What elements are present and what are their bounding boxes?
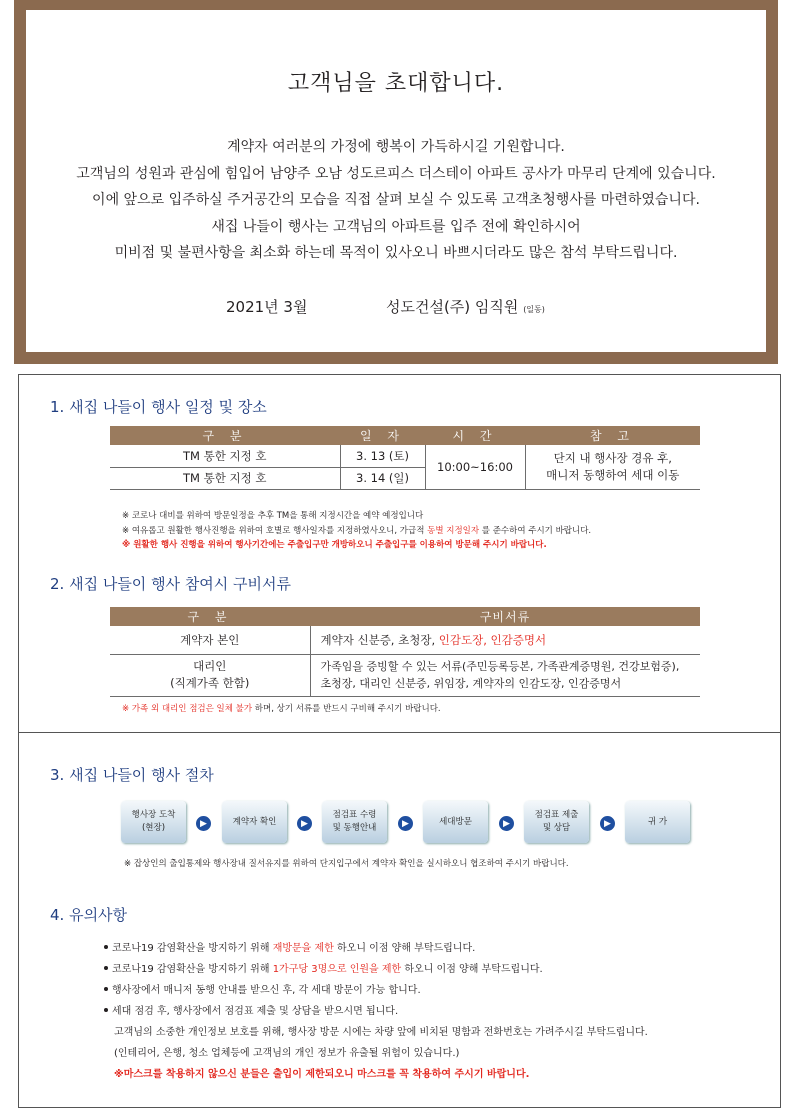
header-documents: 구비서류 [310,607,700,626]
item-text: 코로나19 감염확산을 방지하기 위해 [112,964,273,975]
note-line [122,524,591,539]
step-label: 및 상담 [542,823,571,833]
schedule-table [110,426,700,490]
step-arrival [121,801,186,843]
row-category: TM 통한 지정 호 [110,467,340,489]
privacy-note-detail: (인테리어, 은행, 청소 업체등에 고객님의 개인 정보가 유출될 위험이 있습니다.) [114,1048,460,1059]
section1-notes [122,509,591,553]
note-line-red: ※ 원활한 행사 진행을 위하여 행사기간에는 주출입구만 개방하오니 주출입구를 이용하여 방문해 주시기 바랍니다. [122,540,547,550]
bullet-icon [104,1008,108,1012]
arrow-right-icon: ▶ [297,816,312,831]
header-category: 구 분 [110,607,310,626]
step-label: 및 동행안내 [332,823,377,833]
arrow-right-icon: ▶ [196,816,211,831]
invitation-company [386,296,545,317]
step-label: 세대방문 [439,816,472,827]
item-emphasis: 1가구당 3명으로 인원을 제한 [272,964,402,975]
mask-notice: ※마스크를 착용하지 않으신 분들은 출입이 제한되오니 마스크를 꼭 착용하여 주시기 바랍니다. [114,1069,530,1080]
invitation-line: 미비점 및 불편사항을 최소화 하는데 목적이 있사오니 바쁘시더라도 많은 참석 부탁드립니다. [114,245,678,261]
note-text: ※ 여유롭고 원활한 행사진행을 위하여 호별로 행사일자를 지정하였사오니, 가급적 [122,525,425,536]
note-line: ※ 코로나 대비를 위하여 방문일정을 추후 TM을 통해 지정시간을 예약 예정입니다 [122,511,424,521]
item-text: 행사장에서 매니저 동행 안내를 받으신 후, 각 세대 방문이 가능 합니다. [112,985,421,996]
row-reference [525,445,700,489]
header-date: 일 자 [340,426,425,445]
step-checklist [322,801,387,843]
header-reference: 참 고 [525,426,700,445]
note-emphasis: 동별 지정일자 [427,525,480,536]
docs-text: 계약자 신분증, 초청장, [320,632,439,647]
header-time: 시 간 [425,426,525,445]
step-submit-consult [524,801,589,843]
table-row [110,626,700,654]
section3-title: 3. 새집 나들이 행사 절차 [50,766,214,784]
item-text: 세대 점검 후, 행사장에서 점검표 제출 및 상담을 받으시면 됩니다. [112,1006,399,1017]
row-time: 10:00~16:00 [425,445,525,489]
docs-emphasis: 인감도장, 인감증명서 [438,632,547,647]
invitation-date: 2021년 3월 [226,298,308,316]
section2-title: 2. 새집 나들이 행사 참여시 구비서류 [50,575,292,593]
note-text: 를 준수하여 주시기 바랍니다. [481,525,592,536]
step-return-home [625,801,690,843]
note-text: 하며, 상기 서류를 반드시 구비해 주시기 바랍니다. [252,704,441,714]
section2-note [122,702,441,717]
section-divider [18,732,780,733]
sheet-top-line [18,374,780,375]
step-label: 행사장 도착 [131,810,176,820]
row-category: 계약자 본인 [110,626,310,654]
section4-title: 4. 유의사항 [50,906,128,924]
item-text: 하오니 이점 양해 부탁드립니다. [401,964,543,975]
invitation-line: 고객님의 성원과 관심에 힘입어 남양주 오남 성도르피스 더스테이 아파트 공사가 마무리 단계에 있습니다. [76,165,716,182]
arrow-right-icon: ▶ [398,816,413,831]
list-item [104,959,764,980]
note-emphasis: ※ 가족 외 대리인 점검은 일체 불가 [122,704,253,714]
section1-title: 1. 새집 나들이 행사 일정 및 장소 [50,398,267,416]
row-date: 3. 13 (토) [340,445,425,467]
documents-table [110,607,700,697]
row-category [110,654,310,696]
reference-line: 매니저 동행하여 세대 이동 [546,467,680,482]
category-line: 대리인 [193,659,227,673]
section3-note: ※ 잡상인의 출입통제와 행사장내 질서유지를 위하여 단지입구에서 계약자 확인을 실시하오니 협조하여 주시기 바랍니다. [124,859,569,869]
invitation-title: 고객님을 초대합니다. [287,71,505,96]
company-suffix: (일동) [523,305,545,314]
list-item [104,1001,764,1022]
bullet-icon [104,945,108,949]
header-category: 구 분 [110,426,340,445]
invitation-line: 이에 앞으로 입주하실 주거공간의 모습을 직접 살펴 보실 수 있도록 고객초청행사를 마련하였습니다. [92,192,700,208]
list-item [104,980,764,1001]
arrow-right-icon: ▶ [499,816,514,831]
step-contractor-check [222,801,287,843]
item-text: 코로나19 감염확산을 방지하기 위해 [112,943,273,954]
step-unit-visit [423,801,488,843]
step-label: 점검표 제출 [534,810,579,820]
row-documents [310,654,700,696]
list-item [104,938,764,959]
invitation-line: 계약자 여러분의 가정에 행복이 가득하시길 기원합니다. [227,139,565,155]
step-label: (현장) [141,823,166,833]
bullet-icon [104,966,108,970]
table-row [110,445,700,467]
row-documents [310,626,700,654]
sheet-left-line [18,374,19,1108]
invitation-body [14,134,778,267]
step-label: 계약자 확인 [232,816,277,827]
row-category: TM 통한 지정 호 [110,445,340,467]
invitation-line: 새집 나들이 행사는 고객님의 아파트를 입주 전에 확인하시어 [211,218,581,235]
item-text: 하오니 이점 양해 부탁드립니다. [333,943,476,954]
step-label: 점검표 수령 [332,810,377,820]
bullet-icon [104,987,108,991]
category-line: (직계가족 한함) [170,676,250,690]
reference-line: 단지 내 행사장 경유 후, [553,450,672,465]
arrow-right-icon: ▶ [600,816,615,831]
section4-list [104,938,764,1085]
docs-line: 초청장, 대리인 신분증, 위임장, 계약자의 인감도장, 인감증명서 [320,677,622,690]
row-date: 3. 14 (일) [340,467,425,489]
privacy-note: 고객님의 소중한 개인정보 보호를 위해, 행사장 방문 시에는 차량 앞에 비치된 명함과 전화번호는 가려주시길 부탁드립니다. [114,1027,648,1038]
company-name: 성도건설(주) 임직원 [386,298,519,316]
item-emphasis: 재방문을 제한 [272,943,334,954]
sheet-right-line [780,374,781,1108]
table-row [110,654,700,696]
sheet-bottom-line [18,1107,780,1108]
docs-line: 가족임을 증빙할 수 있는 서류(주민등록등본, 가족관계증명원, 건강보험증), [320,660,680,673]
step-label: 귀 가 [647,816,668,827]
